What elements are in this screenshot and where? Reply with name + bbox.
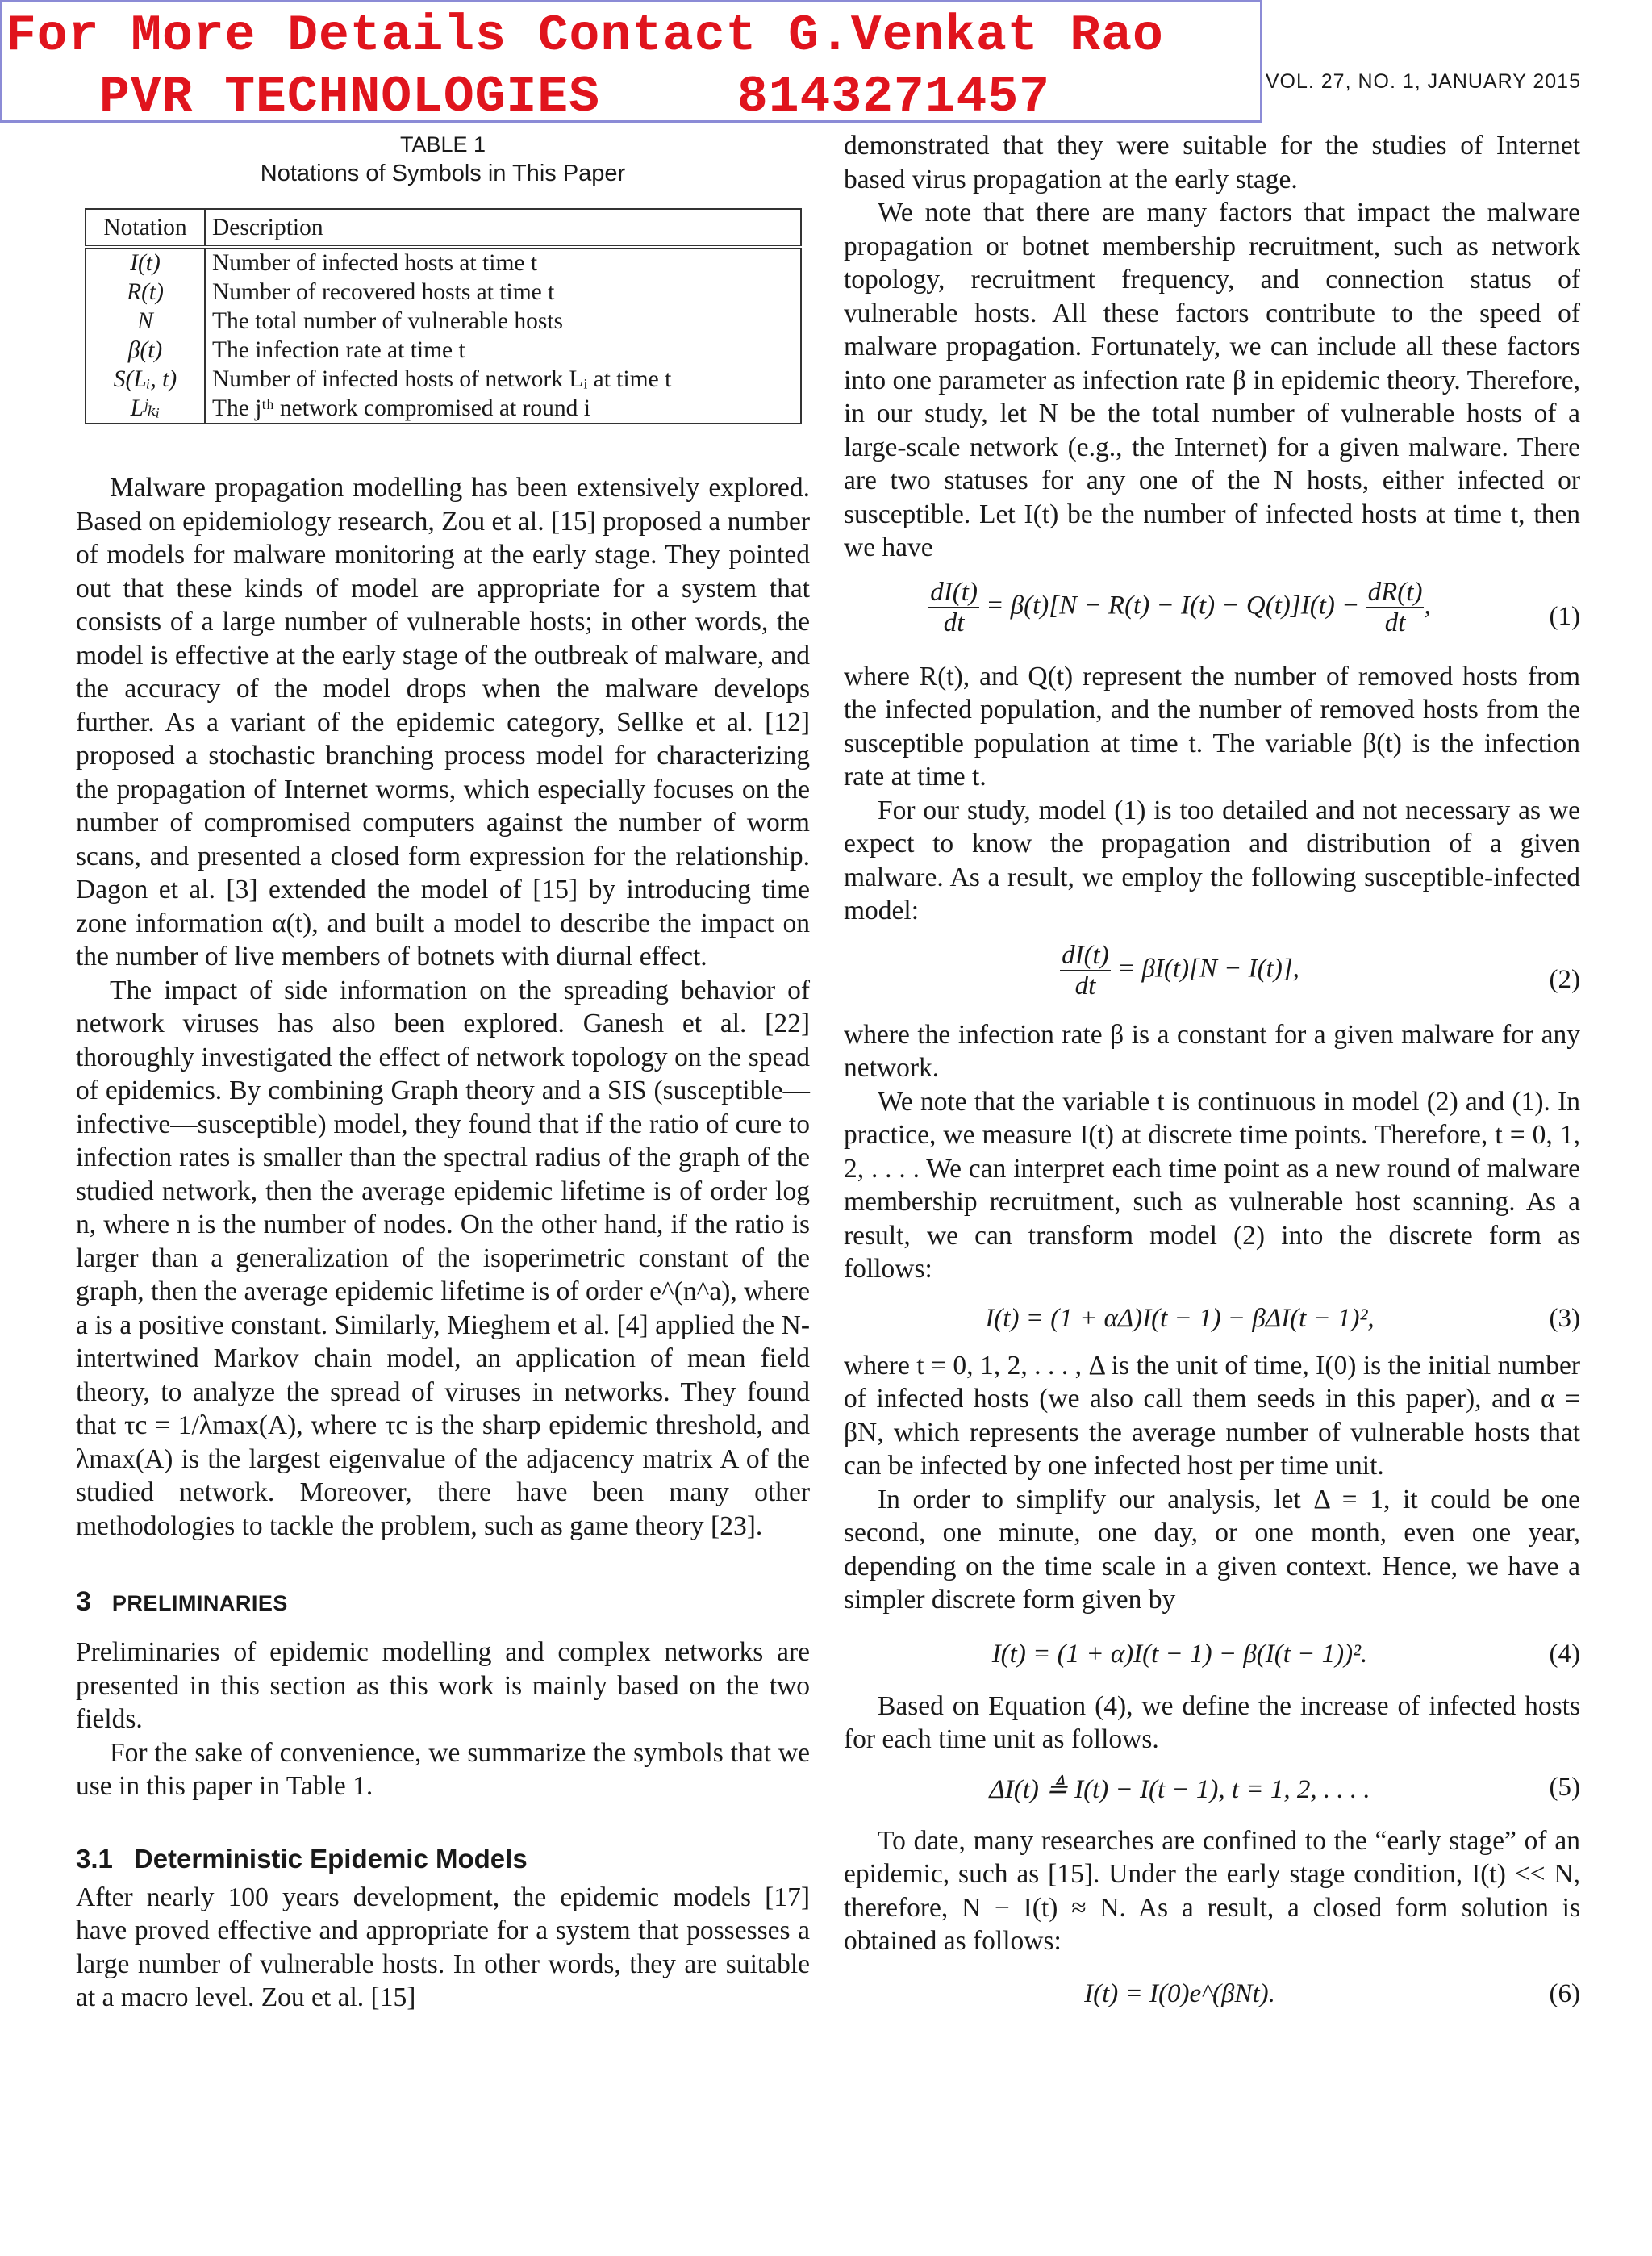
- paragraph-infection-rate: We note that there are many factors that impact the malware propagation or botnet membership recruitment, such as network topology, recruitment frequency, and connection status of vulnerable hosts. All these factors contribute to the speed of malware propagation. Fortunately, we can include all these factors into one parameter as infection rate β in epidemic theory. Therefore, in our study, let N be the total number of vulnerable hosts of a large-scale network (e.g., the Internet) for a given malware. There are two statuses for any one of the N hosts, either infected or susceptible. Let I(t) be the number of infected hosts at time t, then we have: [844, 198, 1580, 562]
- notation-cell: I(t): [86, 247, 205, 278]
- paragraph-deterministic-models: After nearly 100 years development, the epidemic models [17] have proved effective and appropriate for a system that possesses a large number of vulnerable hosts. In other words, they are suitable at a macro level. Zou et al. [15]: [76, 1882, 810, 2012]
- banner-contact-line: For More Details Contact G.Venkat Rao: [6, 7, 1164, 65]
- right-column: [844, 129, 1580, 2023]
- table-row: [86, 365, 801, 394]
- equation-6: [844, 1958, 1580, 2023]
- section-heading-preliminaries: [76, 1586, 810, 1618]
- description-cell: The total number of vulnerable hosts: [205, 307, 801, 336]
- equation-2: [844, 928, 1580, 1018]
- left-column: [76, 131, 810, 2015]
- banner-org-line: [99, 69, 1050, 126]
- equation-2-number: (2): [1549, 964, 1580, 994]
- notation-cell: N: [86, 307, 205, 336]
- equation-5-body: ΔI(t) ≜ I(t) − I(t − 1), t = 1, 2, . . . .: [989, 1774, 1370, 1804]
- paragraph-preliminaries-intro: Preliminaries of epidemic modelling and complex networks are presented in this section as this work is mainly based on the two fields.: [76, 1637, 810, 1734]
- section-title: PRELIMINARIES: [111, 1591, 288, 1615]
- equation-6-number: (6): [1549, 1978, 1580, 2008]
- table-row: [86, 247, 801, 278]
- fraction-dI-dt: $\frac{dI(t)}{dt}$: [930, 577, 978, 637]
- table-caption: Notations of Symbols in This Paper: [260, 161, 626, 186]
- equation-2-body: = βI(t)[N − I(t)],: [1116, 954, 1299, 984]
- equation-1-number: (1): [1549, 601, 1580, 631]
- banner-phone: 8143271457: [736, 69, 1050, 126]
- contact-banner: [0, 0, 1262, 126]
- paragraph-symbols-summary: For the sake of convenience, we summarize the symbols that we use in this paper in Table 1.: [76, 1737, 810, 1801]
- subsection-title: Deterministic Epidemic Models: [133, 1843, 528, 1874]
- running-header: VOL. 27, NO. 1, JANUARY 2015: [1265, 70, 1581, 93]
- equation-3: [844, 1286, 1580, 1349]
- paragraph-continued: demonstrated that they were suitable for the studies of Internet based virus propagation at the early stage.: [844, 131, 1580, 194]
- description-cell: Number of recovered hosts at time t: [205, 278, 801, 307]
- notation-table: [85, 208, 802, 424]
- subsection-number: 3.1: [76, 1843, 113, 1874]
- paragraph-seeds: where t = 0, 1, 2, . . . , Δ is the unit of time, I(0) is the initial number of infected hosts (we also call them seeds in this paper), and α = βN, which represents the average number of vulnerable hosts that can be infected by one infected host per time unit.: [844, 1350, 1580, 1481]
- fraction-dI-dt-2: $\frac{dI(t)}{dt}$: [1062, 940, 1109, 1001]
- table-header-description: Description: [205, 209, 801, 247]
- subsection-heading-deterministic: [76, 1844, 810, 1874]
- paragraph-side-information: The impact of side information on the spreading behavior of network viruses has also been explored. Ganesh et al. [22] thoroughly investigated the effect of network topology on the spead of epidemics. By combining Graph theory and a SIS (susceptible—infective—susceptible) model, they found that if the ratio of cure to infection rates is smaller than the spectral radius of the graph of the studied network, then the average epidemic lifetime is of order log n, where n is the number of nodes. On the other hand, if the ratio is larger than a generalization of the isoperimetric constant of the graph, then the average epidemic lifetime is of order e^(n^a), where a is a positive constant. Similarly, Mieghem et al. [4] applied the N-intertwined Markov chain model, an application of mean field theory, to analyze the spread of viruses in networks. They found that τc = 1/λmax(A), where τc is the sharp epidemic threshold, and λmax(A) is the largest eigenvalue of the adjacency matrix A of the studied network. Moreover, there have been many other methodologies to tackle the problem, such as game theory [23].: [76, 975, 810, 1541]
- equation-1: $\frac{dI(t)}{dt}$ = β(t)[N − R(t) − I(t) − Q(t)]I(t) − $\frac{dR(t)}{dt}$ , (1): [930, 577, 1580, 637]
- equation-4-body: I(t) = (1 + α)I(t − 1) − β(I(t − 1))².: [991, 1639, 1368, 1669]
- paragraph-early-stage: To date, many researches are confined to the “early stage” of an epidemic, such as [15]. Under the early stage condition, I(t) << N, therefore, N − I(t) ≈ N. As a result, a closed form solution is obtained as follows:: [844, 1825, 1580, 1956]
- paragraph-simplify: In order to simplify our analysis, let Δ = 1, it could be one second, one minute, one day, or one month, even one year, depending on the time scale in a given context. Hence, we have a simpler discrete form given by: [844, 1484, 1580, 1615]
- table-title: TABLE 1: [399, 132, 486, 157]
- table-row: [86, 394, 801, 424]
- table-row: [86, 278, 801, 307]
- equation-4-number: (4): [1549, 1639, 1580, 1669]
- fraction-dR-dt: $\frac{dR(t)}{dt}$: [1367, 577, 1423, 637]
- notation-cell: R(t): [86, 278, 205, 307]
- description-cell: Number of infected hosts at time t: [205, 247, 801, 278]
- description-cell: The infection rate at time t: [205, 336, 801, 365]
- paragraph-discrete-time: We note that the variable t is continuous in model (2) and (1). In practice, we measure I(t) at discrete time points. Therefore, t = 0, 1, 2, . . . . We can interpret each time point as a new round of malware membership recruitment, such as vulnerable host scanning. As a result, we can transform model (2) into the discrete form as follows:: [844, 1086, 1580, 1284]
- equation-3-number: (3): [1549, 1303, 1580, 1333]
- table-header-notation: Notation: [86, 209, 205, 247]
- notation-cell: Lʲₖᵢ: [86, 394, 205, 424]
- equation-4: [844, 1617, 1580, 1690]
- paragraph-malware-modelling: Malware propagation modelling has been extensively explored. Based on epidemiology research, Zou et al. [15] proposed a number of models for malware monitoring at the early stage. They pointed out that these kinds of model are appropriate for a system that consists of a large number of vulnerable hosts; in other words, the model is effective at the early stage of the outbreak of malware, and the accuracy of the model drops when the malware develops further. As a variant of the epidemic category, Sellke et al. [12] proposed a stochastic branching process model for characterizing the propagation of Internet worms, which especially focuses on the number of compromised computers against the number of worm scans, and presented a closed form expression for the relationship. Dagon et al. [3] extended the model of [15] by introducing time zone information α(t), and built a model to describe the impact on the number of live members of botnets with diurnal effect.: [76, 473, 811, 971]
- paragraph-model-si: For our study, model (1) is too detailed and not necessary as we expect to know the propagation and distribution of a given malware. As a result, we employ the following susceptible-infected model:: [844, 795, 1580, 925]
- notation-cell: S(Lᵢ, t): [86, 365, 205, 394]
- description-cell: The jᵗʰ network compromised at round i: [205, 394, 801, 424]
- paragraph-constant-beta: where the infection rate β is a constant for a given malware for any network.: [844, 1019, 1580, 1083]
- paragraph-increase: Based on Equation (4), we define the increase of infected hosts for each time unit as follows.: [844, 1690, 1580, 1754]
- equation-5-number: (5): [1549, 1772, 1580, 1802]
- equation-3-body: I(t) = (1 + αΔ)I(t − 1) − βΔI(t − 1)²,: [985, 1303, 1375, 1333]
- banner-org-name: PVR TECHNOLOGIES: [99, 69, 600, 126]
- equation-6-body: I(t) = I(0)e^(βNt).: [1084, 1978, 1275, 2008]
- table-row: [86, 336, 801, 365]
- section-number: 3: [76, 1586, 91, 1617]
- equation-5: [844, 1757, 1580, 1824]
- table-row: [86, 307, 801, 336]
- equation-1-body: = β(t)[N − R(t) − I(t) − Q(t)]I(t) −: [986, 591, 1360, 620]
- paragraph-removed-hosts: where R(t), and Q(t) represent the number of removed hosts from the infected population, and the number of removed hosts from the susceptible population at time t. The variable β(t) is the infection rate at time t.: [844, 661, 1580, 792]
- description-cell: Number of infected hosts of network Lᵢ at time t: [205, 365, 801, 394]
- table-header-row: [86, 209, 801, 247]
- notation-cell: β(t): [86, 336, 205, 365]
